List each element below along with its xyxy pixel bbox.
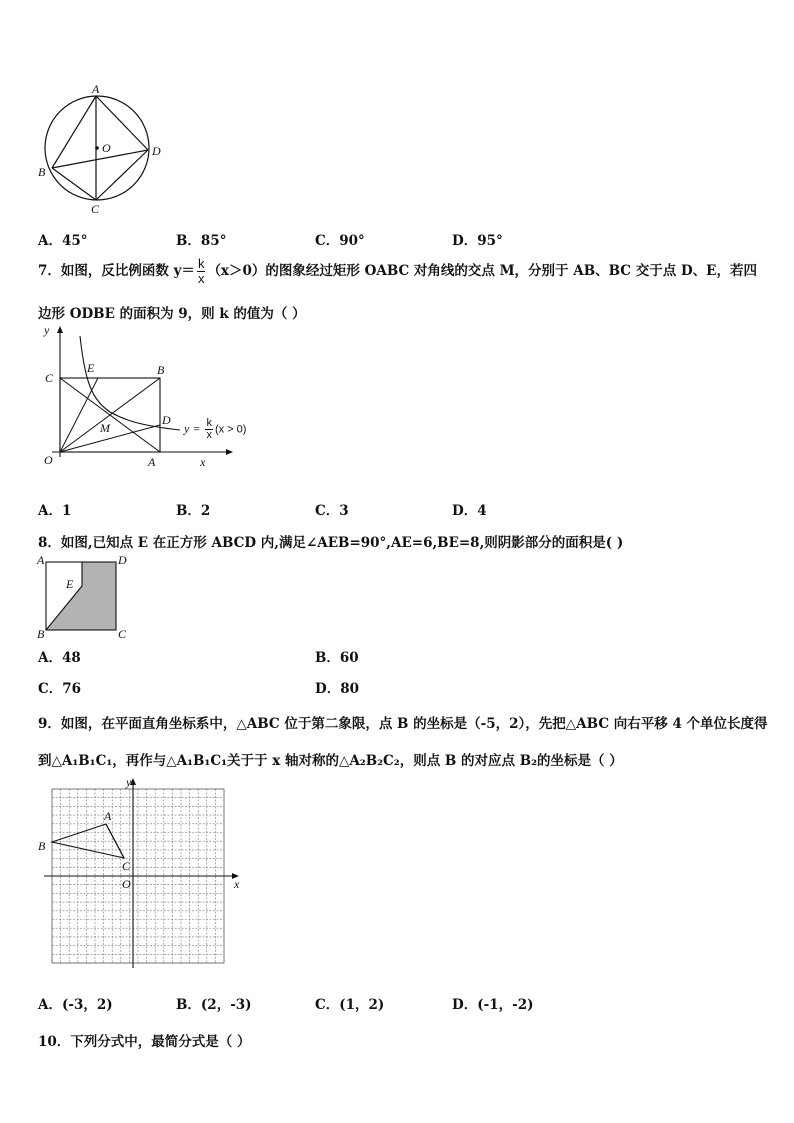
q7-label-c: C [45, 371, 54, 385]
q6-option-d[interactable]: D．95° [452, 233, 503, 249]
q8-label-d: D [118, 553, 127, 567]
q7-option-a[interactable]: A．1 [38, 503, 72, 519]
q9-label-o: O [122, 877, 131, 891]
q7-curve-y: y = [184, 421, 204, 436]
q10-question: 10．下列分式中，最简分式是（ ） [38, 1034, 251, 1050]
q7-line-od [60, 425, 160, 452]
q6-label-c: C [91, 202, 100, 216]
q6-circle-figure [30, 80, 180, 220]
q6-label-b: B [38, 165, 46, 179]
q9-label-c: C [122, 859, 131, 873]
q8-option-b[interactable]: B．60 [315, 650, 359, 666]
q7-question-line2: 边形 ODBE 的面积为 9，则 k 的值为（ ） [38, 306, 306, 322]
q6-option-b[interactable]: B．85° [176, 233, 227, 249]
q7-option-d[interactable]: D．4 [452, 503, 487, 519]
q9-option-b[interactable]: B．(2，-3) [176, 997, 252, 1013]
q7-frac-num: k [197, 256, 205, 271]
q9-option-a[interactable]: A．(-3，2) [38, 997, 113, 1013]
q9-grid-figure [36, 774, 248, 970]
q7-y-axis-arrow [57, 326, 63, 333]
q7-x-axis-arrow [226, 449, 233, 455]
q7-label-m: M [100, 421, 110, 435]
q6-chord-ab [52, 96, 96, 168]
q7-option-b[interactable]: B．2 [176, 503, 211, 519]
q7-label-d: D [162, 413, 171, 427]
q7-label-b: B [157, 363, 165, 377]
q8-label-a: A [37, 553, 45, 567]
q8-option-c[interactable]: C．76 [38, 681, 82, 697]
q7-label-y: y [44, 323, 50, 337]
q9-label-b: B [38, 839, 46, 853]
q6-label-o: O [102, 141, 111, 155]
q7-label-a: A [148, 455, 156, 469]
q7-curve-cond: (x > 0) [214, 423, 247, 436]
q8-question: 8．如图,已知点 E 在正方形 ABCD 内,满足∠AEB=90°,AE=6,BE=8,则阴影部分的面积是( ) [38, 535, 624, 551]
q7-text-pre: 7．如图，反比例函数 y＝ [38, 263, 195, 279]
q7-curve-equation [184, 418, 246, 441]
q7-curve-num: k [206, 417, 212, 429]
q6-chord-bd [52, 150, 148, 168]
q7-label-o: O [44, 453, 53, 467]
q8-label-c: C [118, 627, 127, 641]
q8-option-a[interactable]: A．48 [38, 650, 81, 666]
q9-option-c[interactable]: C．(1，2) [315, 997, 385, 1013]
q7-fraction [197, 257, 206, 286]
q9-question-line1: 9．如图，在平面直角坐标系中，△ABC 位于第二象限，点 B 的坐标是（-5，2），先把△ABC 向右平移 4 个单位长度得 [38, 716, 768, 732]
q8-square-figure [36, 552, 136, 642]
q9-question-line2: 到△A₁B₁C₁，再作与△A₁B₁C₁关于于 x 轴对称的△A₂B₂C₂，则点 B 的对应点 B₂的坐标是（ ） [38, 753, 623, 769]
q7-graph-figure [30, 322, 270, 472]
q6-option-a[interactable]: A．45° [38, 233, 88, 249]
q7-line-oe [60, 378, 98, 452]
q6-label-d: D [152, 144, 161, 158]
q9-label-a: A [104, 809, 112, 823]
q9-label-y: y [126, 775, 132, 789]
q9-label-x: x [234, 877, 240, 891]
q8-label-b: B [37, 627, 45, 641]
q6-chord-cd [96, 150, 148, 200]
q9-option-d[interactable]: D．(-1，-2) [452, 997, 534, 1013]
q6-center-dot [95, 146, 99, 150]
q7-frac-den: x [197, 271, 205, 286]
q8-shaded-region [46, 562, 116, 630]
q8-segment-ae [46, 562, 82, 586]
q7-label-x: x [200, 455, 206, 469]
q7-curve-den: x [206, 429, 212, 441]
q7-option-c[interactable]: C．3 [315, 503, 349, 519]
q6-option-c[interactable]: C．90° [315, 233, 365, 249]
q7-curve-fraction [205, 418, 213, 441]
q7-question-line1 [38, 257, 757, 286]
q6-label-a: A [92, 82, 100, 96]
q8-option-d[interactable]: D．80 [315, 681, 359, 697]
q8-label-e: E [66, 577, 74, 591]
q7-text-post: （x＞0）的图象经过矩形 OABC 对角线的交点 M，分别于 AB、BC 交于点 D、E，若四 [207, 263, 757, 279]
q7-label-e: E [87, 361, 95, 375]
